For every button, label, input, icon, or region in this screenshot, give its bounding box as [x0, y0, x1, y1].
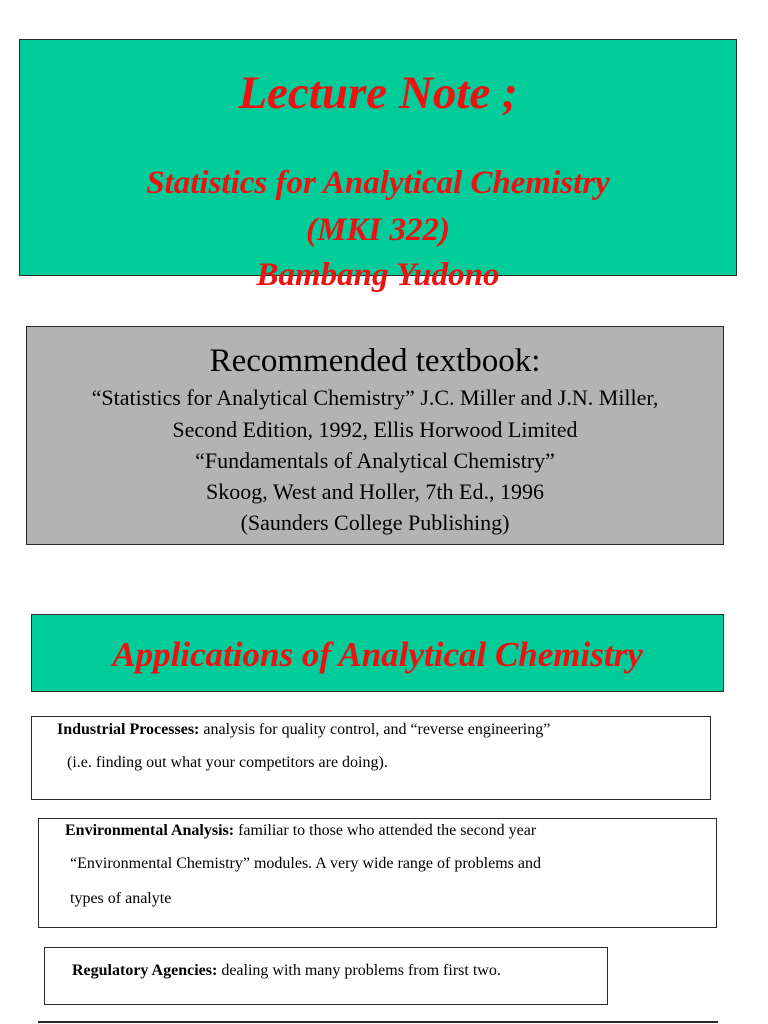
environmental-text-1: familiar to those who attended the second year	[234, 822, 537, 839]
industrial-label: Industrial Processes:	[57, 721, 200, 738]
environmental-line-1	[65, 821, 536, 841]
course-code: (MKI 322)	[306, 212, 450, 248]
industrial-text-1: analysis for quality control, and “reverse engineering”	[199, 721, 551, 738]
environmental-text-2: “Environmental Chemistry” modules. A very wide range of problems and	[70, 855, 541, 872]
regulatory-text-1: dealing with many problems from first two.	[217, 962, 501, 979]
textbook-line: Second Edition, 1992, Ellis Horwood Limited	[172, 417, 578, 442]
environmental-label: Environmental Analysis:	[65, 822, 235, 839]
regulatory-line-1	[72, 961, 501, 981]
bottom-divider	[38, 1021, 718, 1023]
regulatory-label: Regulatory Agencies:	[72, 962, 218, 979]
textbook-line: “Fundamentals of Analytical Chemistry”	[195, 448, 555, 473]
textbook-panel	[26, 326, 724, 545]
environmental-text-3: types of analyte	[70, 890, 172, 907]
applications-heading	[31, 614, 724, 692]
course-title: Statistics for Analytical Chemistry	[146, 165, 610, 201]
regulatory-agencies-box	[44, 947, 608, 1005]
textbook-heading: Recommended textbook:	[209, 343, 541, 379]
author-name: Bambang Yudono	[256, 257, 500, 293]
applications-heading-text: Applications of Analytical Chemistry	[112, 635, 643, 674]
industrial-line-1	[57, 720, 550, 740]
textbook-line: Skoog, West and Holler, 7th Ed., 1996	[206, 479, 544, 504]
textbook-line: (Saunders College Publishing)	[240, 510, 510, 535]
title-banner	[19, 39, 737, 293]
lecture-note-title: Lecture Note ;	[238, 67, 518, 119]
textbook-line: “Statistics for Analytical Chemistry” J.C. Miller and J.N. Miller,	[91, 385, 659, 410]
industrial-text-2: (i.e. finding out what your competitors are doing).	[67, 754, 388, 771]
environmental-analysis-box	[38, 818, 717, 928]
industrial-processes-box	[31, 716, 711, 800]
